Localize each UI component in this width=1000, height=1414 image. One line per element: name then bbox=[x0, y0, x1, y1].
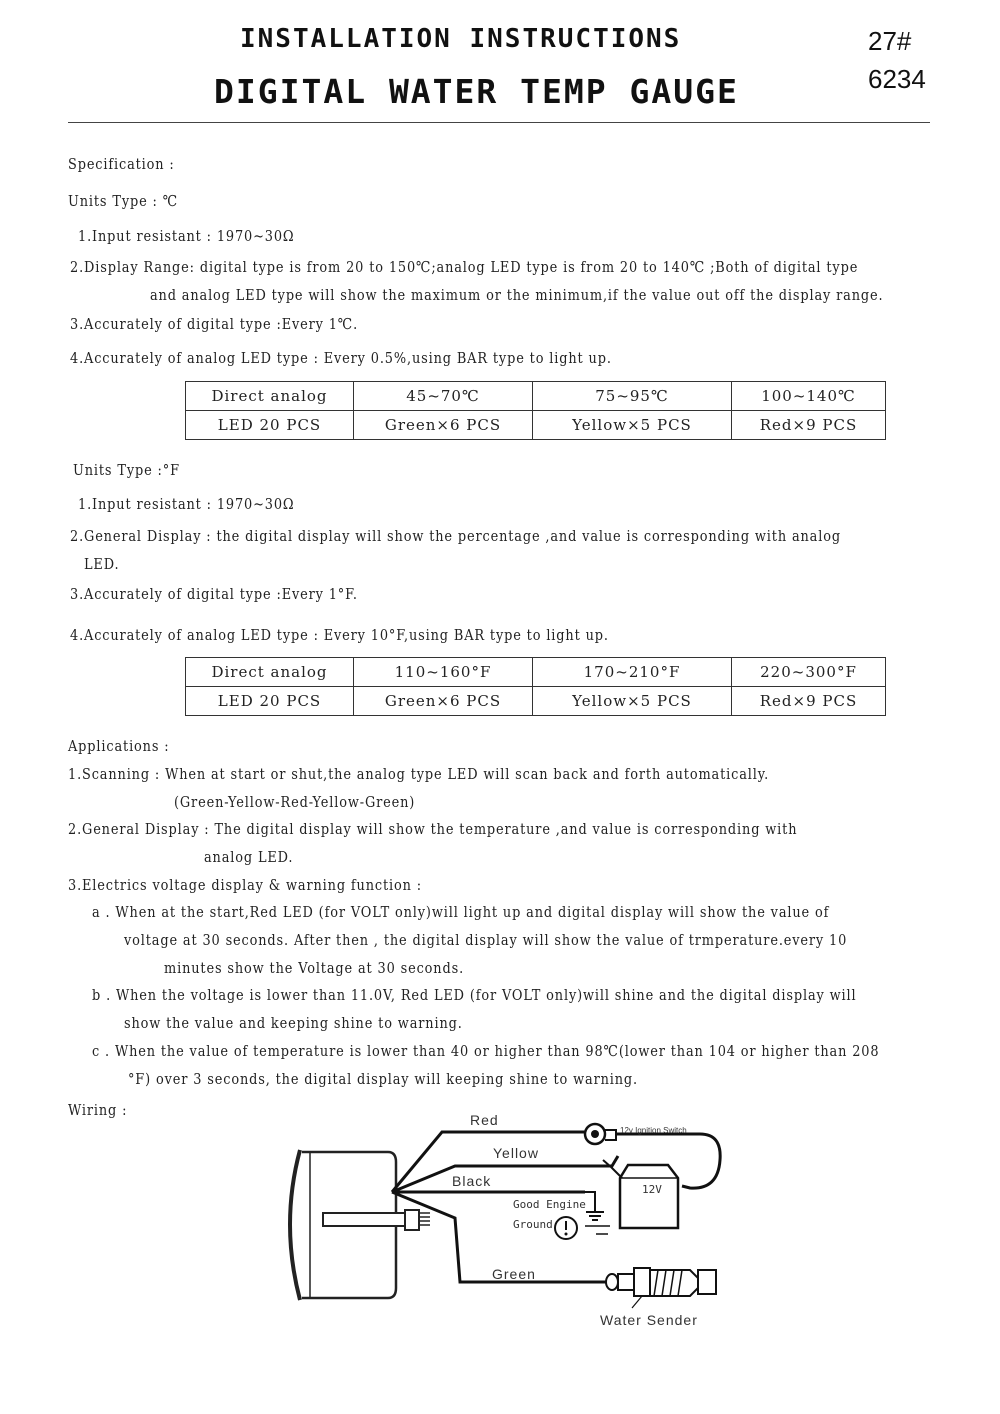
table-cell: LED 20 PCS bbox=[186, 687, 354, 716]
spec-f-item: 2.General Display : the digital display will show the percentage ,and value is corresponding with analog bbox=[70, 527, 841, 545]
ground-wire bbox=[585, 1192, 595, 1212]
label-red: Red bbox=[470, 1112, 499, 1128]
application-line: 2.General Display : The digital display will show the temperature ,and value is corresponding with bbox=[68, 820, 798, 838]
battery-icon bbox=[620, 1165, 678, 1228]
spec-f-item: 4.Accurately of analog LED type : Every 10°F,using BAR type to light up. bbox=[70, 626, 609, 644]
application-line: 3.Electrics voltage display & warning function : bbox=[68, 876, 422, 894]
label-ground-2: Ground bbox=[513, 1218, 553, 1231]
table-cell: Red×9 PCS bbox=[732, 687, 886, 716]
label-battery: 12V bbox=[642, 1183, 662, 1196]
yellow-wire bbox=[392, 1156, 618, 1192]
spec-f-item: 1.Input resistant : 1970~30Ω bbox=[78, 495, 295, 513]
units-type-fahrenheit: Units Type :°F bbox=[73, 461, 180, 479]
table-cell: Red×9 PCS bbox=[732, 411, 886, 440]
application-line: 1.Scanning : When at start or shut,the analog type LED will scan back and forth automatically. bbox=[68, 765, 770, 783]
table-cell: Direct analog bbox=[186, 382, 354, 411]
spec-c-item: 3.Accurately of digital type :Every 1℃. bbox=[70, 315, 359, 333]
table-cell: 100~140℃ bbox=[732, 382, 886, 411]
table-cell: 110~160°F bbox=[354, 658, 533, 687]
header-title: INSTALLATION INSTRUCTIONS bbox=[240, 24, 682, 54]
page-number: 27# bbox=[868, 26, 912, 56]
application-line: voltage at 30 seconds. After then , the digital display will show the value of trmperature.every 10 bbox=[124, 931, 848, 949]
table-cell: Green×6 PCS bbox=[354, 411, 533, 440]
application-line: minutes show the Voltage at 30 seconds. bbox=[164, 959, 465, 977]
table-cell: 45~70℃ bbox=[354, 382, 533, 411]
gauge-bezel bbox=[290, 1150, 300, 1300]
table-cell: Yellow×5 PCS bbox=[533, 687, 732, 716]
wiring-heading: Wiring : bbox=[68, 1101, 128, 1119]
label-black: Black bbox=[452, 1173, 492, 1189]
spec-f-item: 3.Accurately of digital type :Every 1°F. bbox=[70, 585, 358, 603]
spec-c-item: 1.Input resistant : 1970~30Ω bbox=[78, 227, 295, 245]
table-cell: Green×6 PCS bbox=[354, 687, 533, 716]
spec-heading: Specification : bbox=[68, 155, 175, 173]
application-line: a . When at the start,Red LED (for VOLT only)will light up and digital display will show the value of bbox=[92, 903, 830, 921]
label-yellow: Yellow bbox=[493, 1145, 539, 1161]
model-number: 6234 bbox=[868, 64, 926, 94]
table-cell: Direct analog bbox=[186, 658, 354, 687]
table-cell: Yellow×5 PCS bbox=[533, 411, 732, 440]
spec-f-item: LED. bbox=[84, 555, 120, 573]
application-line: b . When the voltage is lower than 11.0V, Red LED (for VOLT only)will shine and the digital display will bbox=[92, 986, 857, 1004]
gauge-connector bbox=[405, 1210, 419, 1230]
application-line: show the value and keeping shine to warning. bbox=[124, 1014, 463, 1032]
application-line: analog LED. bbox=[204, 848, 294, 866]
water-sender-icon bbox=[606, 1268, 716, 1296]
applications-heading: Applications : bbox=[68, 737, 170, 755]
product-title: DIGITAL WATER TEMP GAUGE bbox=[214, 72, 739, 111]
application-line: (Green-Yellow-Red-Yellow-Green) bbox=[174, 793, 416, 811]
table-cell: 220~300°F bbox=[732, 658, 886, 687]
label-ignition: 12v Ignition Switch bbox=[620, 1126, 687, 1135]
label-ground-1: Good Engine bbox=[513, 1198, 586, 1211]
table-cell: 75~95℃ bbox=[533, 382, 732, 411]
application-line: c . When the value of temperature is lower than 40 or higher than 98℃(lower than 104 or higher than 208 bbox=[92, 1042, 880, 1060]
spec-c-item: and analog LED type will show the maximum or the minimum,if the value out off the display range. bbox=[150, 286, 884, 304]
spec-c-item: 4.Accurately of analog LED type : Every 0.5%,using BAR type to light up. bbox=[70, 349, 612, 367]
gauge-mount-stud bbox=[323, 1213, 405, 1226]
label-water-sender: Water Sender bbox=[600, 1312, 698, 1328]
application-line: °F) over 3 seconds, the digital display will keeping shine to warning. bbox=[128, 1070, 638, 1088]
label-green: Green bbox=[492, 1266, 536, 1282]
table-cell: LED 20 PCS bbox=[186, 411, 354, 440]
spec-c-item: 2.Display Range: digital type is from 20 to 150℃;analog LED type is from 20 to 140℃ ;Both of digital type bbox=[70, 258, 859, 276]
units-type-celsius: Units Type : ℃ bbox=[68, 192, 179, 210]
table-cell: 170~210°F bbox=[533, 658, 732, 687]
